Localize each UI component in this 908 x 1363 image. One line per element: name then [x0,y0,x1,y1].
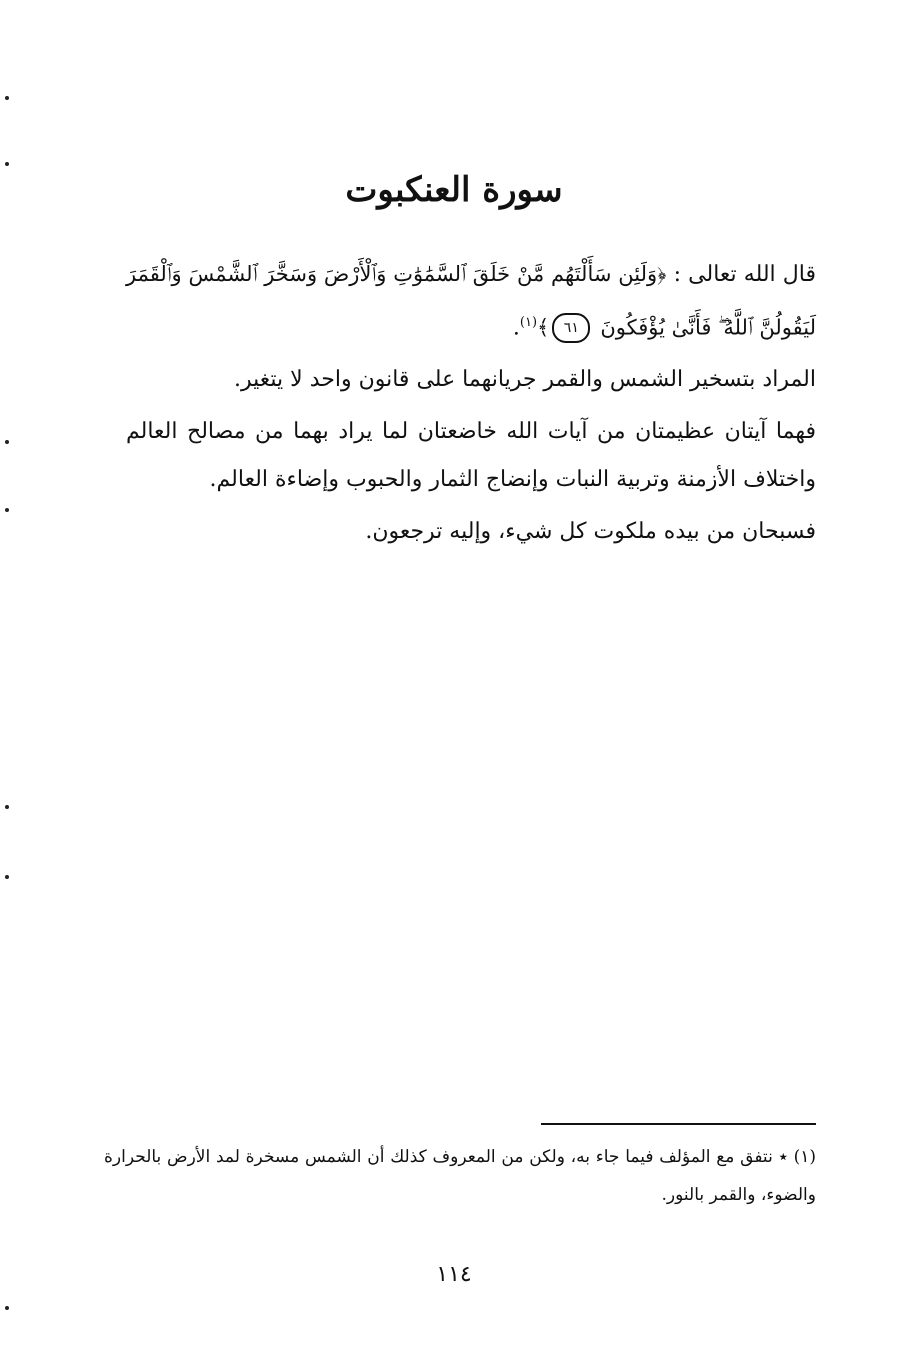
surah-title: سورة العنكبوت [345,170,563,210]
scan-speck [5,440,9,444]
footnote-text: نتفق مع المؤلف فيما جاء به، ولكن من المعروف كذلك أن الشمس مسخرة لمد الأرض بالحرارة والضوء، والقمر بالنور. [104,1147,816,1205]
scan-speck [5,96,9,100]
page-number: ١١٤ [436,1262,472,1287]
scan-speck [5,508,9,512]
paragraph-3: فهما آيتان عظيمتان من آيات الله خاضعتان لما يراد بهما من مصالح العالم واختلاف الأزمنة وتربية النبات وإنضاج الثمار والحبوب وإضاءة العالم. [126,419,816,493]
footnote-marker: (١) [793,1147,817,1167]
footnote-reference: (١) [519,315,538,330]
verse-intro: قال الله تعالى : [673,262,817,287]
verse-close-bracket: ﴾ [537,315,550,340]
ayah-number-mark: ٦١ [552,313,590,343]
quran-verse: وَلَئِن سَأَلْتَهُم مَّنْ خَلَقَ ٱلسَّمَٰوَٰتِ وَٱلْأَرْضَ وَسَخَّرَ ٱلشَّمْسَ وَٱلْقَمَرَ لَيَقُولُنَّ ٱللَّهُ ۖ فَأَنَّىٰ يُؤْفَكُونَ [126,262,816,340]
footnote [104,1138,816,1214]
scan-speck [5,805,9,809]
scan-speck [5,1306,9,1310]
scan-speck [5,875,9,879]
verse-end-period: . [512,315,520,341]
verse-open-bracket: ﴿ [657,262,667,286]
paragraph-4: فسبحان من بيده ملكوت كل شيء، وإليه ترجعون. [365,519,816,545]
scan-speck [5,162,9,166]
footnote-star: ٭ [778,1147,788,1167]
main-text [126,250,816,560]
footnote-separator [541,1123,816,1125]
paragraph-verse [126,250,816,352]
paragraph-2: المراد بتسخير الشمس والقمر جريانهما على قانون واحد لا يتغير. [234,367,816,393]
